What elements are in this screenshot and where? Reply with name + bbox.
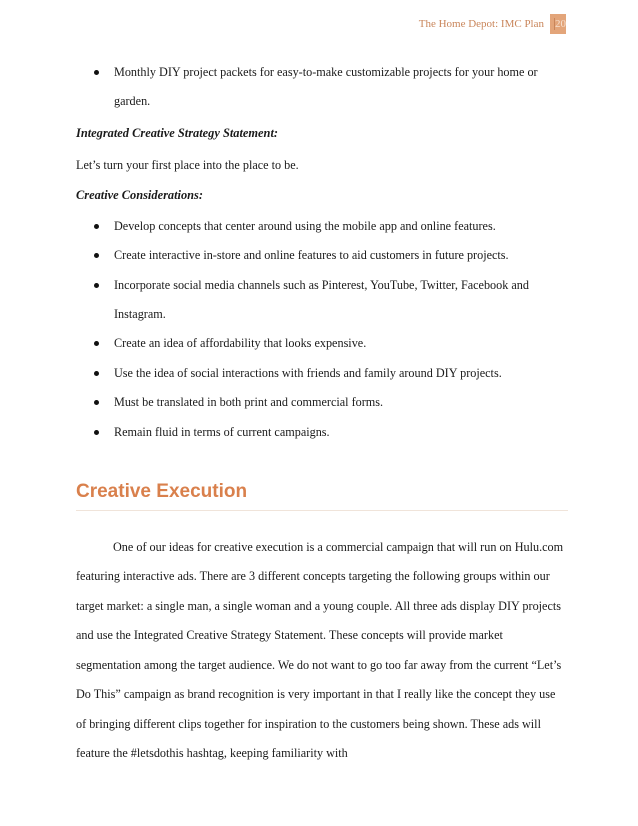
bullet-icon — [94, 400, 99, 405]
bullet-icon — [94, 283, 99, 288]
page-number-box — [550, 14, 566, 34]
bullet-icon — [94, 70, 99, 75]
page-content — [76, 58, 566, 768]
considerations-list — [76, 212, 566, 447]
bullet-icon — [94, 371, 99, 376]
strategy-statement: Let’s turn your first place into the place to be. — [76, 157, 299, 172]
bullet-icon — [94, 341, 99, 346]
list-item — [76, 212, 566, 241]
list-item-text: Must be translated in both print and commercial forms. — [114, 395, 384, 410]
top-bullet-list — [76, 58, 566, 117]
list-item — [76, 241, 566, 270]
section-divider — [76, 510, 568, 511]
list-item-text: Use the idea of social interactions with friends and family around DIY projects. — [114, 365, 502, 380]
list-item-text: Create an idea of affordability that looks expensive. — [114, 336, 367, 351]
section-heading: Creative Execution — [76, 481, 248, 503]
list-item-text: Incorporate social media channels such as Pinterest, YouTube, Twitter, Facebook and Instagram. — [114, 277, 529, 322]
list-item — [76, 271, 564, 330]
considerations-heading: Creative Considerations: — [76, 187, 204, 202]
list-item — [76, 58, 554, 117]
execution-paragraph: One of our ideas for creative execution is a commercial campaign that will run on Hulu.com featuring interactive ads. There are 3 different concepts targeting the following groups within our target market: a single man, a single woman and a young couple. All three ads display DIY projects and use the Integrated Creative Strategy Statement. These concepts will provide market segmentation among the target audience. We do not want to go too far away from the current “Let’s Do This” campaign as brand recognition is very important in that I really like the concept they use of bringing different clips together for inspiration to the customers being shown. These ads will feature the #letsdothis hashtag, keeping familiarity with — [76, 540, 564, 760]
list-item — [76, 359, 566, 388]
header-title: The Home Depot: IMC Plan — [418, 18, 544, 30]
bullet-icon — [94, 253, 99, 258]
list-item-text: Create interactive in-store and online features to aid customers in future projects. — [114, 248, 509, 263]
list-item-text: Develop concepts that center around using the mobile app and online features. — [114, 218, 496, 233]
list-item — [76, 418, 566, 447]
list-item-text: Remain fluid in terms of current campaigns. — [114, 424, 330, 439]
strategy-heading: Integrated Creative Strategy Statement: — [76, 125, 279, 140]
page-number: 20 — [555, 18, 566, 30]
list-item-text: Monthly DIY project packets for easy-to-make customizable projects for your home or garden. — [114, 65, 538, 109]
bullet-icon — [94, 224, 99, 229]
list-item — [76, 329, 566, 358]
bullet-icon — [94, 430, 99, 435]
page-header — [419, 14, 566, 34]
list-item — [76, 388, 566, 417]
